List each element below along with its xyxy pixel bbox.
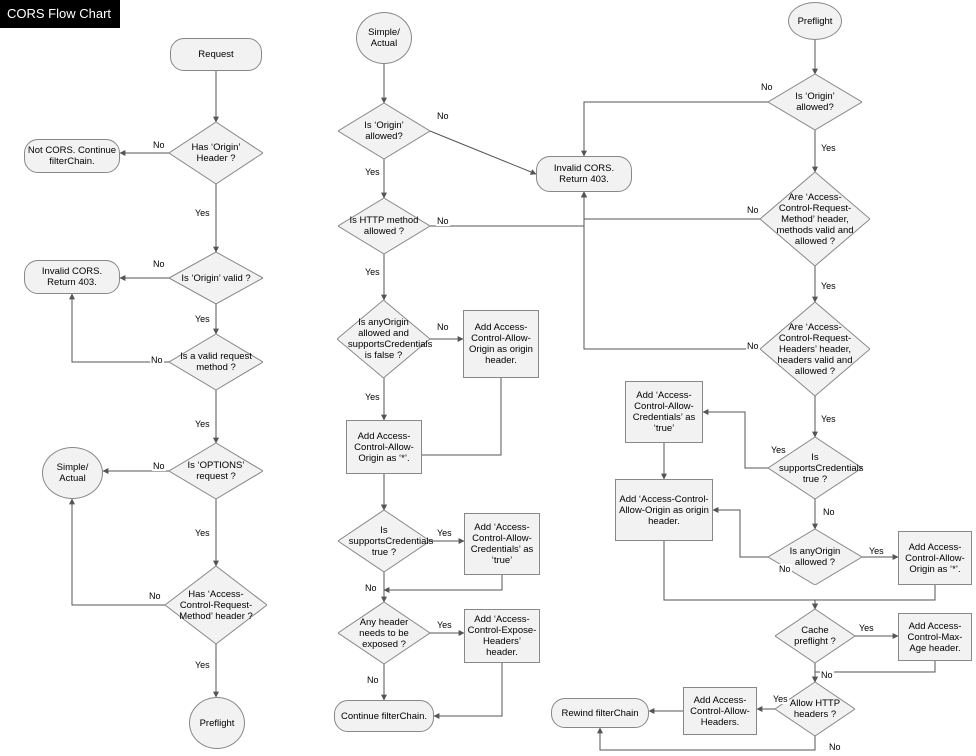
- node-label: Cache preflight ?: [794, 625, 836, 647]
- edge-label: Yes: [821, 281, 836, 291]
- edge-n9-to-n8: [72, 499, 165, 605]
- node-label: Is supportsCredentials true ?: [779, 451, 864, 485]
- edge-label: No: [747, 341, 759, 351]
- edge-label: No: [829, 742, 841, 752]
- node-r13: [683, 687, 757, 735]
- node-r1: [788, 2, 842, 40]
- node-n1: [170, 38, 262, 71]
- node-label: Simple/ Actual: [56, 462, 89, 484]
- node-r9: [898, 531, 972, 585]
- edge-label: No: [365, 583, 377, 593]
- edge-label: No: [367, 675, 379, 685]
- edge-label: No: [151, 355, 163, 365]
- node-r10: [775, 609, 855, 663]
- edge-label: No: [153, 461, 165, 471]
- edge-m4-to-m3: [430, 192, 584, 226]
- edge-label: Yes: [821, 414, 836, 424]
- edge-label: Yes: [771, 445, 786, 455]
- node-m12: [334, 700, 434, 732]
- node-m8: [338, 510, 434, 572]
- edge-label: Yes: [195, 660, 210, 670]
- edge-r3-to-m3: [584, 192, 760, 219]
- node-m1: [356, 12, 412, 64]
- edge-label: No: [821, 670, 833, 680]
- edge-label: Yes: [859, 623, 874, 633]
- edge-label: No: [153, 140, 165, 150]
- node-label: Is a valid request method ?: [180, 351, 252, 373]
- edge-label: Yes: [437, 620, 452, 630]
- edge-label: No: [149, 591, 161, 601]
- node-label: Add Access-Control-Allow-Origin as ‘*’.: [905, 541, 965, 575]
- edge-label: Yes: [821, 143, 836, 153]
- edge-label: Yes: [365, 392, 380, 402]
- edge-label: Yes: [773, 694, 788, 704]
- edge-label: No: [779, 564, 791, 574]
- node-r3: [760, 172, 870, 266]
- node-label: Add ‘Access-Control-Expose-Headers’ header.: [467, 614, 537, 658]
- node-label: Are ‘Access-Control-Request-Headers’ header, headers valid and allowed ?: [777, 321, 853, 377]
- node-label: Is ‘Origin’ allowed?: [364, 120, 404, 142]
- node-label: Is anyOrigin allowed and supportsCredentials is false ?: [347, 317, 433, 361]
- node-label: Add Access-Control-Allow-Origin as ‘*’.: [354, 430, 414, 464]
- node-label: Add ‘Access-Control-Allow-Credentials’ as ‘true’: [470, 522, 534, 566]
- node-m11: [464, 609, 540, 663]
- edge-m9-to-m10: [384, 575, 502, 590]
- node-label: Add Access-Control-Allow-Origin as origin header.: [469, 322, 533, 366]
- node-label: Add ‘Access-Control-Allow-Credentials’ as ‘true’: [632, 390, 696, 434]
- node-label: Is ‘Origin’ allowed?: [795, 91, 835, 113]
- edge-label: Yes: [195, 528, 210, 538]
- node-label: Preflight: [199, 717, 235, 729]
- node-label: Simple/ Actual: [368, 27, 400, 49]
- edge-label: No: [437, 111, 449, 121]
- node-label: Rewind filterChain: [561, 707, 639, 719]
- edge-label: Yes: [365, 267, 380, 277]
- node-label: Any header needs to be exposed ?: [359, 616, 409, 650]
- node-label: Continue filterChain.: [340, 710, 428, 722]
- edge-n6-to-n5: [72, 294, 169, 362]
- node-m4: [338, 198, 430, 254]
- node-label: Invalid CORS. Return 403.: [553, 163, 615, 185]
- edge-label: Yes: [195, 419, 210, 429]
- edge-label: No: [823, 507, 835, 517]
- node-label: Allow HTTP headers ?: [789, 698, 841, 720]
- edge-r2-to-m3: [584, 102, 768, 156]
- node-n8: [42, 447, 103, 499]
- edge-r9-to-r10: [815, 585, 935, 609]
- node-label: Has ‘Origin’ Header ?: [191, 142, 241, 164]
- node-label: Add ‘Access-Control-Allow-Origin as origin header.: [619, 493, 709, 527]
- node-label: Not CORS. Continue filterChain.: [27, 145, 117, 167]
- node-label: Has ‘Access-Control-Request-Method’ header ?: [179, 588, 253, 622]
- node-label: Add Access-Control-Allow-Headers.: [690, 694, 750, 728]
- edge-label: No: [153, 259, 165, 269]
- node-r2: [768, 74, 862, 130]
- node-r8: [768, 529, 862, 585]
- node-r14: [551, 698, 649, 728]
- node-r7: [615, 479, 713, 541]
- node-label: Are ‘Access-Control-Request-Method’ header, methods valid and allowed ?: [776, 191, 854, 247]
- edge-label: No: [747, 205, 759, 215]
- node-label: Is supportsCredentials true ?: [348, 524, 434, 558]
- node-r4: [760, 302, 870, 396]
- edge-label: Yes: [195, 314, 210, 324]
- node-label: Is HTTP method allowed ?: [349, 215, 419, 237]
- node-label: Is ‘Origin’ valid ?: [181, 272, 251, 284]
- node-label: Request: [198, 49, 234, 60]
- node-m9: [464, 513, 540, 575]
- node-m6: [463, 310, 539, 378]
- edge-r4-to-m3: [584, 192, 760, 349]
- node-n7: [169, 443, 263, 499]
- node-n5: [24, 260, 120, 294]
- edge-label: Yes: [365, 167, 380, 177]
- edge-label: Yes: [437, 528, 452, 538]
- node-n2: [169, 122, 263, 184]
- node-label: Add Access-Control-Max-Age header.: [907, 620, 963, 654]
- node-label: Is ‘OPTIONS’ request ?: [187, 460, 245, 482]
- node-r11: [898, 613, 972, 661]
- edge-r8-to-r7: [713, 510, 768, 557]
- node-r12: [775, 682, 855, 736]
- edge-m11-to-m12: [434, 663, 502, 716]
- node-m5: [337, 300, 433, 378]
- node-n4: [169, 252, 263, 304]
- node-n3: [24, 139, 120, 173]
- node-m2: [338, 103, 430, 159]
- node-m3: [536, 156, 632, 192]
- node-label: Invalid CORS. Return 403.: [41, 266, 103, 288]
- node-m10: [338, 602, 430, 664]
- page-title: CORS Flow Chart: [0, 0, 120, 28]
- node-m7: [346, 420, 422, 474]
- node-label: Is anyOrigin allowed ?: [789, 546, 841, 568]
- edge-label: Yes: [869, 546, 884, 556]
- node-r6: [625, 381, 703, 443]
- edge-label: Yes: [195, 208, 210, 218]
- edge-label: No: [437, 322, 449, 332]
- edge-label: No: [437, 216, 449, 226]
- edge-label: No: [761, 82, 773, 92]
- node-n6: [169, 334, 263, 390]
- node-n9: [165, 566, 267, 644]
- node-n10: [189, 697, 245, 749]
- edge-r5-to-r6: [703, 412, 768, 468]
- node-label: Preflight: [797, 15, 833, 27]
- edge-m2-to-m3: [430, 131, 536, 174]
